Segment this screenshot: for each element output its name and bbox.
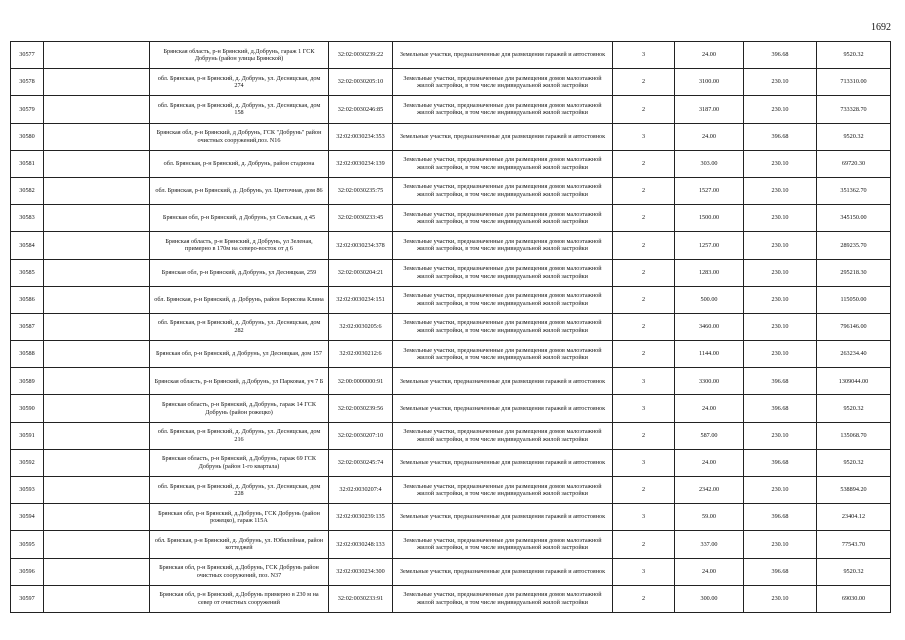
row-number-cell: 30594: [11, 504, 44, 531]
blank-cell: [44, 395, 150, 422]
group-cell: 2: [613, 177, 675, 204]
cadastral-value-cell: 796146.00: [817, 313, 891, 340]
group-cell: 3: [613, 123, 675, 150]
cadastral-value-cell: 263234.40: [817, 341, 891, 368]
permitted-use-cell: Земельные участки, предназначенные для размещения домов малоэтажной жилой застройки, в том числе индивидуальной жилой застройки: [393, 205, 613, 232]
cadastral-value-cell: 9520.32: [817, 123, 891, 150]
cadastral-value-cell: 713310.00: [817, 69, 891, 96]
rate-cell: 396.68: [744, 368, 817, 395]
address-cell: Брянская обл, р-н Брянский, д Добрунь, ГСК "Добрунь" район очистных сооружений,поз. N16: [150, 123, 329, 150]
row-number-cell: 30586: [11, 286, 44, 313]
address-cell: обл. Брянская, р-н Брянский, д. Добрунь, ул. Десняцская, дом 228: [150, 477, 329, 504]
table-row: [11, 422, 891, 449]
blank-cell: [44, 232, 150, 259]
permitted-use-cell: Земельные участки, предназначенные для размещения гаражей и автостоянок: [393, 504, 613, 531]
permitted-use-cell: Земельные участки, предназначенные для размещения домов малоэтажной жилой застройки, в том числе индивидуальной жилой застройки: [393, 286, 613, 313]
group-cell: 3: [613, 42, 675, 69]
area-cell: 24.00: [675, 449, 744, 476]
address-cell: обл. Брянская, р-н Брянский, д. Добрунь, ул. Десняцская, дом 282: [150, 313, 329, 340]
permitted-use-cell: Земельные участки, предназначенные для размещения гаражей и автостоянок: [393, 449, 613, 476]
group-cell: 2: [613, 96, 675, 123]
row-number-cell: 30588: [11, 341, 44, 368]
rate-cell: 396.68: [744, 42, 817, 69]
area-cell: 3187.00: [675, 96, 744, 123]
table-row: [11, 177, 891, 204]
cadastral-number-cell: 32:02:0030235:75: [329, 177, 393, 204]
group-cell: 2: [613, 341, 675, 368]
group-cell: 2: [613, 286, 675, 313]
table-row: [11, 232, 891, 259]
group-cell: 3: [613, 368, 675, 395]
area-cell: 587.00: [675, 422, 744, 449]
row-number-cell: 30583: [11, 205, 44, 232]
table-row: [11, 449, 891, 476]
permitted-use-cell: Земельные участки, предназначенные для размещения домов малоэтажной жилой застройки, в том числе индивидуальной жилой застройки: [393, 259, 613, 286]
rate-cell: 230.10: [744, 585, 817, 612]
permitted-use-cell: Земельные участки, предназначенные для размещения гаражей и автостоянок: [393, 123, 613, 150]
blank-cell: [44, 585, 150, 612]
group-cell: 2: [613, 150, 675, 177]
rate-cell: 230.10: [744, 477, 817, 504]
table-row: [11, 286, 891, 313]
cadastral-number-cell: 32:02:0030239:56: [329, 395, 393, 422]
rate-cell: 230.10: [744, 69, 817, 96]
area-cell: 2342.00: [675, 477, 744, 504]
area-cell: 24.00: [675, 42, 744, 69]
cadastral-value-cell: 289235.70: [817, 232, 891, 259]
permitted-use-cell: Земельные участки, предназначенные для размещения домов малоэтажной жилой застройки, в том числе индивидуальной жилой застройки: [393, 531, 613, 558]
address-cell: обл. Брянская, р-н Брянский, д. Добрунь, ул. Десняцская, дом 158: [150, 96, 329, 123]
permitted-use-cell: Земельные участки, предназначенные для размещения домов малоэтажной жилой застройки, в том числе индивидуальной жилой застройки: [393, 477, 613, 504]
address-cell: обл. Брянская, р-н Брянский, д. Добрунь, ул. Цветочная, дом 86: [150, 177, 329, 204]
blank-cell: [44, 123, 150, 150]
blank-cell: [44, 150, 150, 177]
address-cell: обл. Брянская, р-н Брянский, д. Добрунь, район Борисова Клина: [150, 286, 329, 313]
permitted-use-cell: Земельные участки, предназначенные для размещения домов малоэтажной жилой застройки, в том числе индивидуальной жилой застройки: [393, 177, 613, 204]
blank-cell: [44, 368, 150, 395]
row-number-cell: 30593: [11, 477, 44, 504]
address-cell: обл. Брянская, р-н Брянский, д. Добрунь, ул. Юбилейная, район коттеджей: [150, 531, 329, 558]
area-cell: 24.00: [675, 123, 744, 150]
area-cell: 500.00: [675, 286, 744, 313]
area-cell: 3300.00: [675, 368, 744, 395]
permitted-use-cell: Земельные участки, предназначенные для размещения домов малоэтажной жилой застройки, в том числе индивидуальной жилой застройки: [393, 232, 613, 259]
group-cell: 2: [613, 422, 675, 449]
address-cell: обл. Брянская, р-н Брянский, д. Добрунь, район стадиона: [150, 150, 329, 177]
cadastral-number-cell: 32:02:0030207:10: [329, 422, 393, 449]
rate-cell: 230.10: [744, 313, 817, 340]
blank-cell: [44, 341, 150, 368]
rate-cell: 396.68: [744, 123, 817, 150]
address-cell: Брянская область, р-н Брянский, д.Добрунь, гараж 14 ГСК Добрунь (район рожецко): [150, 395, 329, 422]
area-cell: 1500.00: [675, 205, 744, 232]
cadastral-number-cell: 32:02:0030248:133: [329, 531, 393, 558]
cadastral-number-cell: 32:02:0030239:135: [329, 504, 393, 531]
cadastral-number-cell: 32:02:0030204:21: [329, 259, 393, 286]
blank-cell: [44, 449, 150, 476]
area-cell: 337.00: [675, 531, 744, 558]
address-cell: Брянская область, р-н Брянский, д.Добрунь, гараж 69 ГСК Добрунь (район 1-го квартала): [150, 449, 329, 476]
group-cell: 3: [613, 395, 675, 422]
address-cell: Брянская область, р-н Брянский, д.Добрунь, гараж 1 ГСК Добрунь (район улицы Брянской): [150, 42, 329, 69]
cadastral-number-cell: 32:02:0030239:22: [329, 42, 393, 69]
rate-cell: 230.10: [744, 150, 817, 177]
cadastral-value-cell: 69030.00: [817, 585, 891, 612]
table-row: [11, 123, 891, 150]
area-cell: 3460.00: [675, 313, 744, 340]
rate-cell: 230.10: [744, 286, 817, 313]
cadastral-number-cell: 32:02:0030207:4: [329, 477, 393, 504]
address-cell: Брянская область, р-н Брянский, д Добрунь, ул Зеленая, примерно в 170м на северо-восток от д 6: [150, 232, 329, 259]
cadastral-value-cell: 23404.12: [817, 504, 891, 531]
group-cell: 3: [613, 449, 675, 476]
blank-cell: [44, 69, 150, 96]
cadastral-value-cell: 1309044.00: [817, 368, 891, 395]
blank-cell: [44, 558, 150, 585]
row-number-cell: 30578: [11, 69, 44, 96]
table-row: [11, 259, 891, 286]
table-row: [11, 341, 891, 368]
area-cell: 3100.00: [675, 69, 744, 96]
cadastral-number-cell: 32:02:0030234:300: [329, 558, 393, 585]
cadastral-value-cell: 77543.70: [817, 531, 891, 558]
permitted-use-cell: Земельные участки, предназначенные для размещения домов малоэтажной жилой застройки, в том числе индивидуальной жилой застройки: [393, 422, 613, 449]
row-number-cell: 30596: [11, 558, 44, 585]
row-number-cell: 30579: [11, 96, 44, 123]
row-number-cell: 30582: [11, 177, 44, 204]
row-number-cell: 30590: [11, 395, 44, 422]
cadastral-number-cell: 32:00:0000000:91: [329, 368, 393, 395]
row-number-cell: 30595: [11, 531, 44, 558]
group-cell: 2: [613, 313, 675, 340]
table-row: [11, 585, 891, 612]
table-body: [11, 42, 891, 613]
blank-cell: [44, 477, 150, 504]
permitted-use-cell: Земельные участки, предназначенные для размещения домов малоэтажной жилой застройки, в том числе индивидуальной жилой застройки: [393, 585, 613, 612]
area-cell: 303.00: [675, 150, 744, 177]
cadastral-value-cell: 69720.30: [817, 150, 891, 177]
table-row: [11, 42, 891, 69]
row-number-cell: 30584: [11, 232, 44, 259]
group-cell: 2: [613, 205, 675, 232]
table-row: [11, 477, 891, 504]
blank-cell: [44, 205, 150, 232]
address-cell: Брянская обл, р-н Брянский, д.Добрунь, ГСК Добрунь (район рожецко), гараж 115А: [150, 504, 329, 531]
row-number-cell: 30585: [11, 259, 44, 286]
permitted-use-cell: Земельные участки, предназначенные для размещения домов малоэтажной жилой застройки, в том числе индивидуальной жилой застройки: [393, 313, 613, 340]
rate-cell: 230.10: [744, 422, 817, 449]
table-row: [11, 395, 891, 422]
table-row: [11, 368, 891, 395]
group-cell: 3: [613, 504, 675, 531]
row-number-cell: 30587: [11, 313, 44, 340]
row-number-cell: 30581: [11, 150, 44, 177]
cadastral-value-table: [10, 41, 891, 613]
row-number-cell: 30580: [11, 123, 44, 150]
area-cell: 1144.00: [675, 341, 744, 368]
cadastral-number-cell: 32:02:0030234:353: [329, 123, 393, 150]
cadastral-number-cell: 32:02:0030212:6: [329, 341, 393, 368]
group-cell: 2: [613, 477, 675, 504]
cadastral-number-cell: 32:02:0030234:151: [329, 286, 393, 313]
table-row: [11, 531, 891, 558]
group-cell: 2: [613, 232, 675, 259]
address-cell: Брянская обл, р-н Брянский, д.Добрунь, ГСК Добрунь район очистных сооружений, поз. N37: [150, 558, 329, 585]
blank-cell: [44, 422, 150, 449]
permitted-use-cell: Земельные участки, предназначенные для размещения гаражей и автостоянок: [393, 368, 613, 395]
blank-cell: [44, 531, 150, 558]
cadastral-value-cell: 345150.00: [817, 205, 891, 232]
table-row: [11, 150, 891, 177]
permitted-use-cell: Земельные участки, предназначенные для размещения гаражей и автостоянок: [393, 395, 613, 422]
permitted-use-cell: Земельные участки, предназначенные для размещения домов малоэтажной жилой застройки, в том числе индивидуальной жилой застройки: [393, 96, 613, 123]
rate-cell: 396.68: [744, 449, 817, 476]
rate-cell: 230.10: [744, 232, 817, 259]
cadastral-value-cell: 351362.70: [817, 177, 891, 204]
cadastral-value-cell: 115050.00: [817, 286, 891, 313]
rate-cell: 230.10: [744, 341, 817, 368]
cadastral-number-cell: 32:02:0030246:85: [329, 96, 393, 123]
cadastral-value-cell: 9520.32: [817, 42, 891, 69]
group-cell: 2: [613, 585, 675, 612]
cadastral-value-cell: 733328.70: [817, 96, 891, 123]
blank-cell: [44, 42, 150, 69]
page-number: 1692: [871, 22, 891, 33]
table-row: [11, 558, 891, 585]
cadastral-number-cell: 32:02:0030233:91: [329, 585, 393, 612]
permitted-use-cell: Земельные участки, предназначенные для размещения домов малоэтажной жилой застройки, в том числе индивидуальной жилой застройки: [393, 150, 613, 177]
cadastral-value-cell: 295218.30: [817, 259, 891, 286]
cadastral-value-cell: 9520.32: [817, 395, 891, 422]
cadastral-value-cell: 9520.32: [817, 449, 891, 476]
group-cell: 2: [613, 69, 675, 96]
permitted-use-cell: Земельные участки, предназначенные для размещения домов малоэтажной жилой застройки, в том числе индивидуальной жилой застройки: [393, 341, 613, 368]
cadastral-number-cell: 32:02:0030205:6: [329, 313, 393, 340]
cadastral-value-cell: 538894.20: [817, 477, 891, 504]
row-number-cell: 30589: [11, 368, 44, 395]
rate-cell: 230.10: [744, 96, 817, 123]
permitted-use-cell: Земельные участки, предназначенные для размещения гаражей и автостоянок: [393, 558, 613, 585]
rate-cell: 230.10: [744, 259, 817, 286]
address-cell: Брянская обл, р-н Брянский, д Добрунь, ул Сельская, д 45: [150, 205, 329, 232]
table-row: [11, 69, 891, 96]
address-cell: обл. Брянская, р-н Брянский, д. Добрунь, ул. Десняцская, дом 274: [150, 69, 329, 96]
blank-cell: [44, 286, 150, 313]
group-cell: 2: [613, 531, 675, 558]
row-number-cell: 30592: [11, 449, 44, 476]
address-cell: Брянская обл, р-н Брянский, д.Добрунь примерно в 230 м на север от очистных сооружений: [150, 585, 329, 612]
group-cell: 2: [613, 259, 675, 286]
blank-cell: [44, 504, 150, 531]
table-row: [11, 504, 891, 531]
address-cell: Брянская обл, р-н Брянский, д.Добрунь, ул Десняцкая, 259: [150, 259, 329, 286]
area-cell: 24.00: [675, 558, 744, 585]
area-cell: 1283.00: [675, 259, 744, 286]
cadastral-number-cell: 32:02:0030233:45: [329, 205, 393, 232]
rate-cell: 396.68: [744, 395, 817, 422]
area-cell: 1257.00: [675, 232, 744, 259]
rate-cell: 396.68: [744, 558, 817, 585]
blank-cell: [44, 313, 150, 340]
address-cell: обл. Брянская, р-н Брянский, д. Добрунь, ул. Десняцская, дом 216: [150, 422, 329, 449]
row-number-cell: 30577: [11, 42, 44, 69]
blank-cell: [44, 177, 150, 204]
table-row: [11, 96, 891, 123]
table-row: [11, 205, 891, 232]
cadastral-value-cell: 135068.70: [817, 422, 891, 449]
cadastral-number-cell: 32:02:0030245:74: [329, 449, 393, 476]
address-cell: Брянская обл, р-н Брянский, д Добрунь, ул Десняцкая, дом 157: [150, 341, 329, 368]
cadastral-number-cell: 32:02:0030205:10: [329, 69, 393, 96]
rate-cell: 230.10: [744, 531, 817, 558]
row-number-cell: 30597: [11, 585, 44, 612]
cadastral-number-cell: 32:02:0030234:139: [329, 150, 393, 177]
blank-cell: [44, 259, 150, 286]
address-cell: Брянская область, р-н Брянский, д.Добрунь, ул Парковая, уч 7 Б: [150, 368, 329, 395]
blank-cell: [44, 96, 150, 123]
rate-cell: 230.10: [744, 205, 817, 232]
table-row: [11, 313, 891, 340]
row-number-cell: 30591: [11, 422, 44, 449]
cadastral-number-cell: 32:02:0030234:378: [329, 232, 393, 259]
area-cell: 1527.00: [675, 177, 744, 204]
permitted-use-cell: Земельные участки, предназначенные для размещения домов малоэтажной жилой застройки, в том числе индивидуальной жилой застройки: [393, 69, 613, 96]
area-cell: 24.00: [675, 395, 744, 422]
group-cell: 3: [613, 558, 675, 585]
rate-cell: 396.68: [744, 504, 817, 531]
area-cell: 300.00: [675, 585, 744, 612]
permitted-use-cell: Земельные участки, предназначенные для размещения гаражей и автостоянок: [393, 42, 613, 69]
cadastral-value-cell: 9520.32: [817, 558, 891, 585]
rate-cell: 230.10: [744, 177, 817, 204]
area-cell: 59.00: [675, 504, 744, 531]
